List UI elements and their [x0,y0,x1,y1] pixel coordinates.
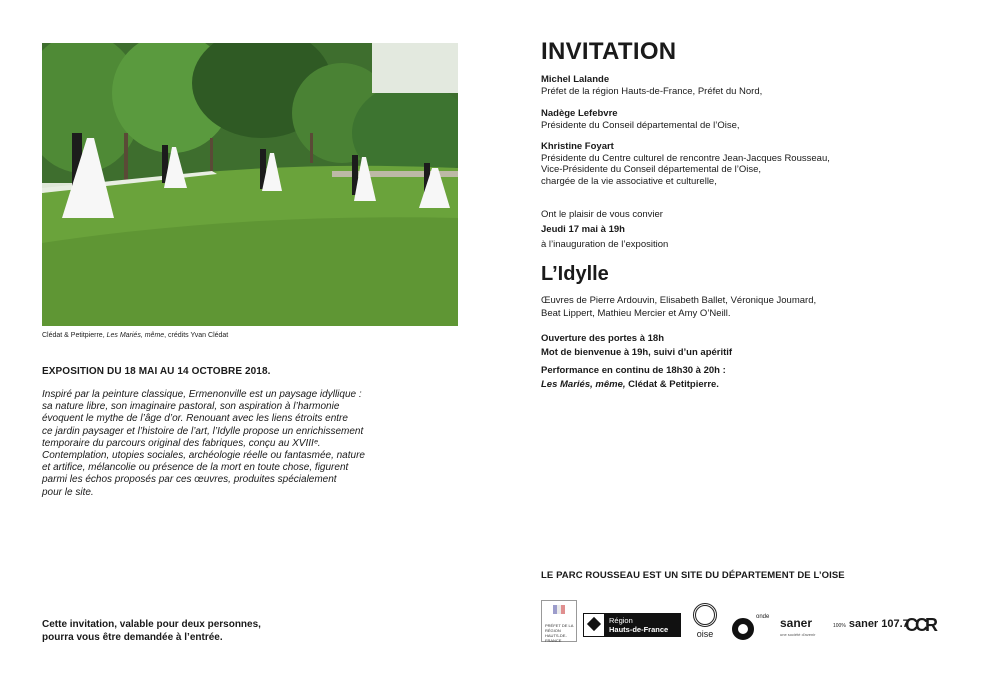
exposition-dates: EXPOSITION DU 18 MAI AU 14 OCTOBRE 2018. [42,366,271,377]
intro-line: et artifice, mélancolie ou présence de la mort en toute chose, figurent [42,462,349,474]
region-logo-line2: Hauts-de-France [609,625,669,634]
oise-logo [690,603,720,641]
exhibition-title: L’Idylle [541,263,609,285]
invitation-text [541,207,668,252]
onde-logo [732,614,772,644]
oise-emblem-icon [693,603,717,627]
saner-radio-prefix: 100% [833,623,846,629]
ccr-logo [905,615,960,643]
performance-line: Performance en continu de 18h30 à 20h : [541,365,726,376]
intro-line: évoquent le mythe de l’âge d’or. Renouant avec les liens étroits entre [42,413,348,425]
intro-line: Contemplation, utopies sociales, archéologie réelle ou fantasmée, nature [42,450,365,462]
host-name: Nadège Lefebvre [541,108,618,119]
intro-line: Inspiré par la peinture classique, Ermenonville est un paysage idyllique : [42,389,362,400]
host-nadege-lefebvre [541,108,740,131]
validity-line: Cette invitation, valable pour deux personnes, [42,619,261,630]
host-role: chargée de la vie associative et culturelle, [541,175,717,187]
onde-ring-icon [732,618,754,640]
parc-rousseau-note: LE PARC ROUSSEAU EST UN SITE DU DÉPARTEMENT DE L’OISE [541,570,845,581]
schedule-line: Mot de bienvenue à 19h, suivi d’un apéritif [541,346,733,358]
prefecture-logo [541,600,577,642]
saner-logo-subtitle: une société d'avenir [780,632,816,637]
intro-line: parmi les échos proposés par ces œuvres, produites spécialement [42,474,337,486]
intro-line: ce jardin paysager et l’histoire de l’art, l’Idylle propose un enrichissement [42,425,364,437]
validity-line: pourra vous être demandée à l’entrée. [42,632,223,643]
performance-work: Les Mariés, même, [541,378,626,390]
invite-line: Ont le plaisir de vous convier [541,209,663,220]
host-role: Vice-Présidente du Conseil départemental de l’Oise, [541,164,762,176]
validity-note [42,618,261,644]
wedding-couples-photo [42,43,458,326]
host-role: Présidente du Conseil départemental de l’Oise, [541,119,740,131]
host-role: Présidente du Centre culturel de rencontre Jean-Jacques Rousseau, [541,152,830,164]
invite-date: Jeudi 17 mai à 19h [541,224,625,235]
region-logo-line1: Région [609,616,633,625]
saner-radio-logo [833,618,909,630]
marianne-flag-icon [553,605,565,614]
saner-logo-text: saner [780,616,813,630]
oise-logo-text: oise [696,629,714,639]
host-khristine-foyart [541,141,830,187]
onde-logo-text: onde [756,614,770,620]
saner-logo [780,614,815,638]
invitation-title: INVITATION [541,38,677,65]
invite-purpose: à l’inauguration de l’exposition [541,239,669,250]
artists-line: Œuvres de Pierre Ardouvin, Elisabeth Ballet, Véronique Joumard, [541,295,817,306]
intro-line: temporaire du parcours original des fabriques, conçu au XVIIIᵉ. [42,437,321,449]
host-name: Michel Lalande [541,74,610,85]
event-schedule [541,332,732,359]
artists-list [541,294,816,320]
artists-line: Beat Lippert, Mathieu Mercier et Amy O’Neill. [541,308,731,319]
intro-line: sa nature libre, son imaginaire pastoral, son aspiration à l’harmonie [42,401,340,413]
photo-caption: Clédat & Petitpierre, Les Mariés, même, crédits Yvan Clédat [42,332,229,339]
ccr-logo-text: CCR [905,615,935,635]
host-role: Préfet de la région Hauts-de-France, Préfet du Nord, [541,85,763,97]
schedule-line: Ouverture des portes à 18h [541,333,665,344]
performance-credit [541,378,726,392]
exhibition-photo [42,43,458,326]
intro-line: pour le site. [42,486,94,498]
performance-info [541,364,726,391]
prefecture-logo-text: PRÉFET DE LA RÉGION HAUTS-DE-FRANCE [545,623,574,643]
host-name: Khristine Foyart [541,141,614,152]
host-michel-lalande [541,74,762,97]
exhibition-intro [42,389,422,499]
saner-radio-text: saner 107.7 [848,618,909,630]
region-map-icon [584,614,605,636]
performance-artists: Clédat & Petitpierre. [625,378,719,390]
region-hauts-de-france-logo [583,613,681,637]
